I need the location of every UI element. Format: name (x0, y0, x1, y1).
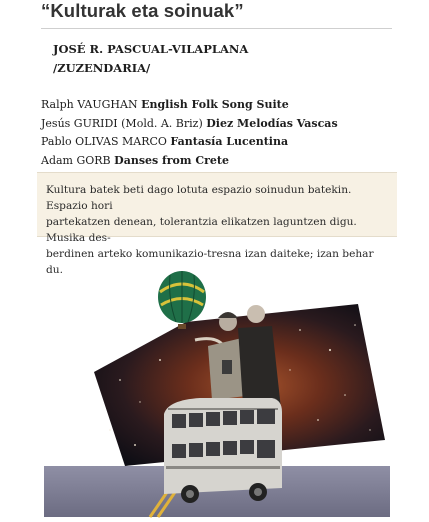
description-line: berdinen arteko komunikazio-tresna izan daiteke; izan behar du. (46, 248, 374, 276)
conductor-role: /ZUZENDARIA/ (53, 61, 151, 75)
work-title: Danses from Crete (114, 153, 229, 167)
work-title: Fantasía Lucentina (170, 135, 289, 148)
composer-name: Adam GORB (41, 153, 111, 167)
balloon-icon (158, 271, 206, 329)
work-title: English Folk Song Suite (141, 98, 289, 111)
composer-name: Ralph VAUGHAN (41, 98, 138, 111)
page-title: “Kulturak eta soinuak” (41, 0, 244, 21)
work-title: Diez Melodías Vascas (206, 116, 338, 130)
bus-icon (164, 398, 282, 503)
conductor-name: JOSÉ R. PASCUAL-VILAPLANA (53, 42, 249, 56)
composer-name: Jesús GURIDI (Mold. A. Briz) (41, 116, 203, 130)
description-line: Kultura batek beti dago lotuta espazio soinudun batekin. Espazio hori (46, 184, 352, 212)
description-line: partekatzen denean, tolerantzia elikatzen laguntzen digu. Musika des- (46, 216, 357, 244)
composer-name: Pablo OLIVAS MARCO (41, 135, 167, 148)
